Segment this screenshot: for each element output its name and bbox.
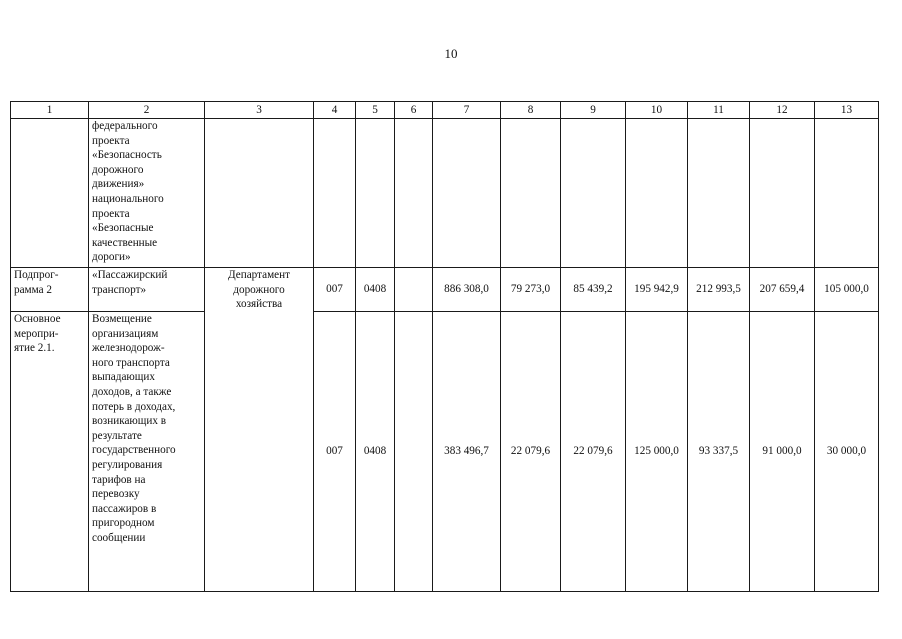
- row-dept-cell: Департамент дорожного хозяйства: [205, 268, 314, 592]
- row-name-cell: Возмещение организациям железнодорож- ного транспорта выпадающих доходов, а также потерь в доходах, возникающих в результате государственного регулирования тарифов на перевозку пассажиров в пригородном сообщении: [89, 312, 205, 592]
- value-cell: [626, 119, 688, 268]
- row-label-cell: Подпрог- рамма 2: [11, 268, 89, 312]
- value-cell: [395, 312, 433, 592]
- header-cell: 2: [89, 102, 205, 119]
- value-cell: 79 273,0: [501, 268, 561, 312]
- value-cell: 93 337,5: [688, 312, 750, 592]
- value-cell: [433, 119, 501, 268]
- value-cell: 0408: [356, 312, 395, 592]
- value-cell: 383 496,7: [433, 312, 501, 592]
- header-cell: 9: [561, 102, 626, 119]
- header-row: [11, 102, 879, 119]
- header-cell: 1: [11, 102, 89, 119]
- header-cell: 4: [314, 102, 356, 119]
- header-cell: 5: [356, 102, 395, 119]
- value-cell: [314, 119, 356, 268]
- table-row: [11, 312, 879, 592]
- row-label-cell: [11, 119, 89, 268]
- row-label-cell: Основное меропри- ятие 2.1.: [11, 312, 89, 592]
- value-cell: [395, 268, 433, 312]
- value-cell: [561, 119, 626, 268]
- table-row: [11, 268, 879, 312]
- header-cell: 8: [501, 102, 561, 119]
- row-dept-cell: [205, 119, 314, 268]
- header-cell: 6: [395, 102, 433, 119]
- header-cell: 13: [815, 102, 879, 119]
- value-cell: 195 942,9: [626, 268, 688, 312]
- value-cell: 007: [314, 312, 356, 592]
- value-cell: 0408: [356, 268, 395, 312]
- header-cell: 10: [626, 102, 688, 119]
- value-cell: 22 079,6: [561, 312, 626, 592]
- page-number: 10: [444, 46, 458, 61]
- value-cell: 91 000,0: [750, 312, 815, 592]
- row-name-cell: федерального проекта «Безопасность дорожного движения» национального проекта «Безопасные качественные дороги»: [89, 119, 205, 268]
- value-cell: 125 000,0: [626, 312, 688, 592]
- value-cell: 886 308,0: [433, 268, 501, 312]
- value-cell: 212 993,5: [688, 268, 750, 312]
- value-cell: 85 439,2: [561, 268, 626, 312]
- value-cell: 105 000,0: [815, 268, 879, 312]
- value-cell: [750, 119, 815, 268]
- value-cell: 007: [314, 268, 356, 312]
- value-cell: [501, 119, 561, 268]
- value-cell: 207 659,4: [750, 268, 815, 312]
- header-cell: 11: [688, 102, 750, 119]
- value-cell: 30 000,0: [815, 312, 879, 592]
- row-name-cell: «Пассажирский транспорт»: [89, 268, 205, 312]
- budget-table: [10, 101, 879, 592]
- value-cell: [688, 119, 750, 268]
- value-cell: 22 079,6: [501, 312, 561, 592]
- header-cell: 3: [205, 102, 314, 119]
- value-cell: [356, 119, 395, 268]
- value-cell: [815, 119, 879, 268]
- header-cell: 7: [433, 102, 501, 119]
- header-cell: 12: [750, 102, 815, 119]
- value-cell: [395, 119, 433, 268]
- table-row: [11, 119, 879, 268]
